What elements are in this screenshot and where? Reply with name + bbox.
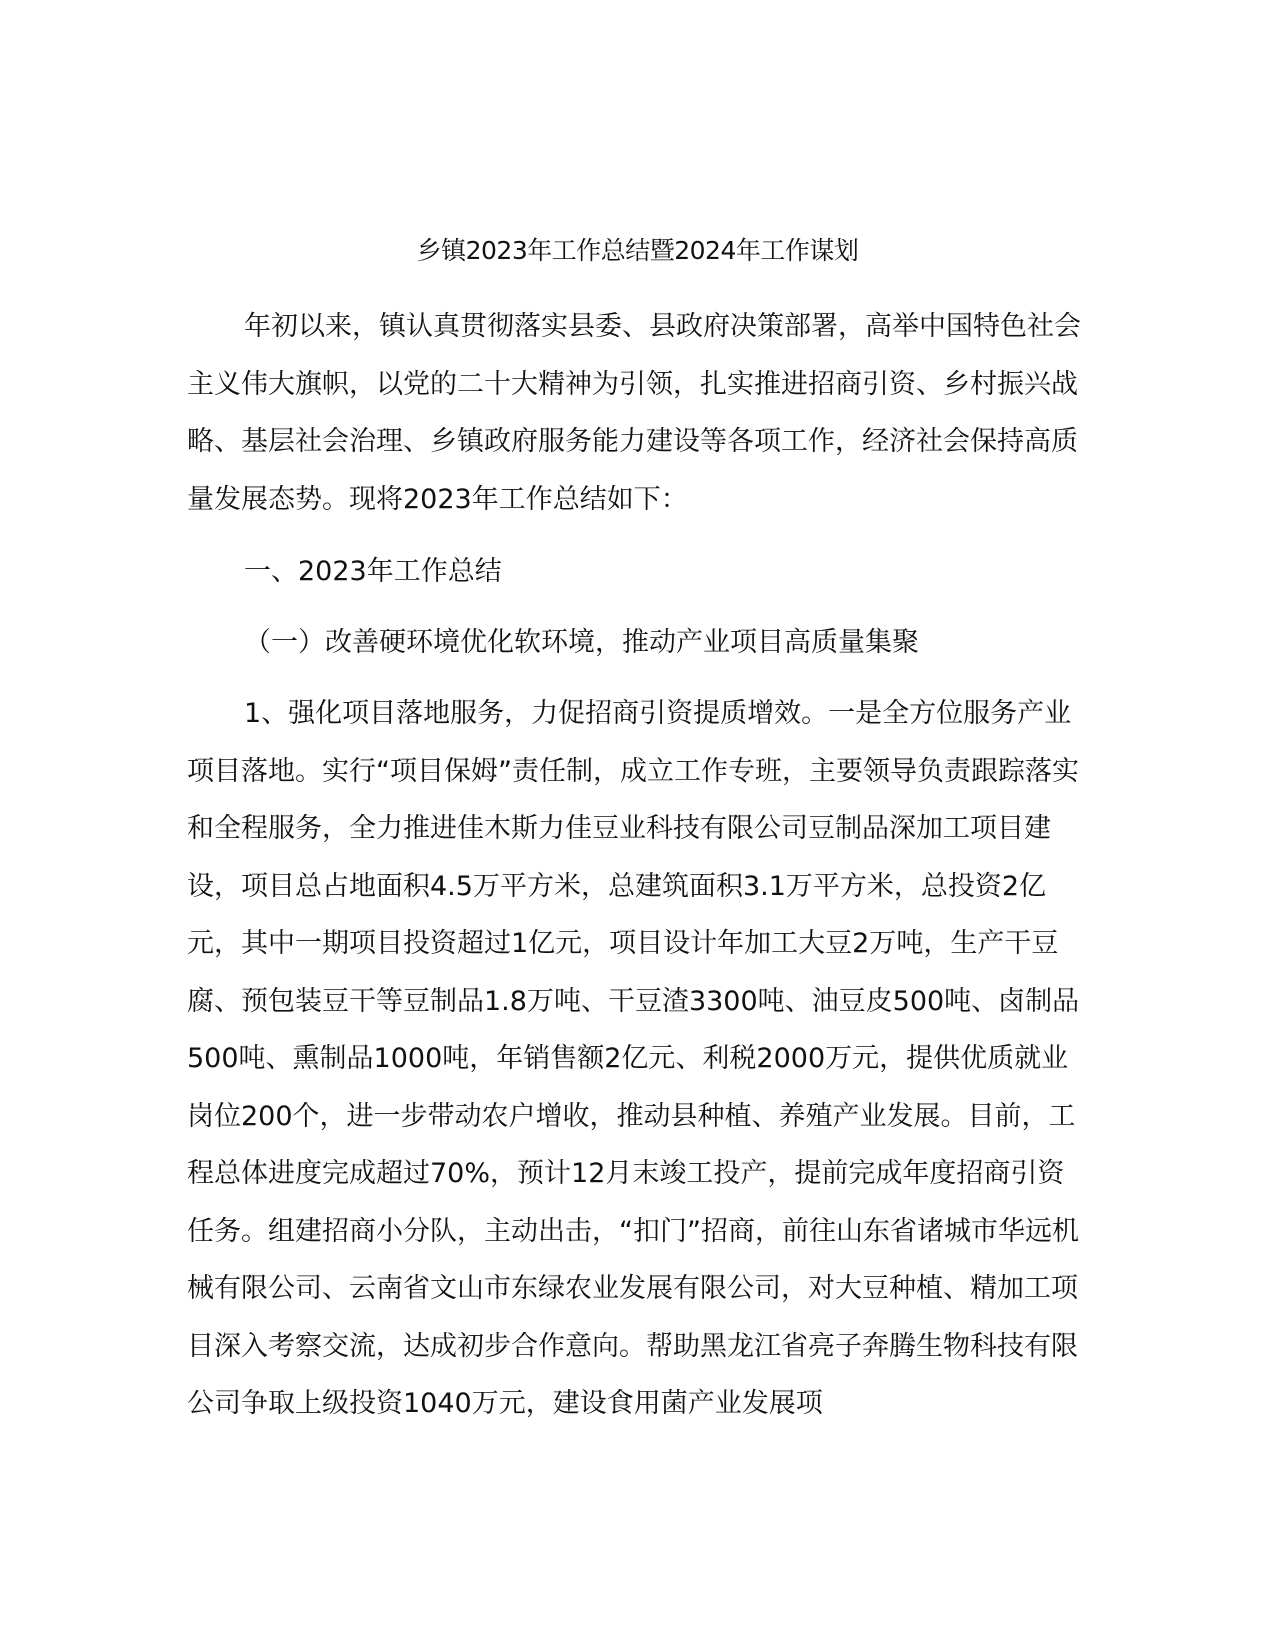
document-title: 乡镇2023年工作总结暨2024年工作谋划 xyxy=(416,236,859,265)
section-heading: 一、2023年工作总结 xyxy=(244,556,502,587)
intro-paragraph: 年初以来，镇认真贯彻落实县委、县政府决策部署，高举中国特色社会主义伟大旗帜，以党的二十大精神为引领，扎实推进招商引资、乡村振兴战略、基层社会治理、乡镇政府服务能力建设等各项工作，经济社会保持高质量发展态势。现将2023年工作总结如下： xyxy=(187,311,1081,515)
body-paragraph: 1、强化项目落地服务，力促招商引资提质增效。一是全方位服务产业项目落地。实行“项目保姆”责任制，成立工作专班，主要领导负责跟踪落实和全程服务，全力推进佳木斯力佳豆业科技有限公司豆制品深加工项目建设，项目总占地面积4.5万平方米，总建筑面积3.1万平方米，总投资2亿元，其中一期项目投资超过1亿元，项目设计年加工大豆2万吨，生产干豆腐、预包装豆干等豆制品1.8万吨、干豆渣3300吨、油豆皮500吨、卤制品500吨、熏制品1000吨，年销售额2亿元、利税2000万元，提供优质就业岗位200个，进一步带动农户增收，推动县种植、养殖产业发展。目前，工程总体进度完成超过70%，预计12月末竣工投产，提前完成年度招商引资任务。组建招商小分队，主动出击，“扣门”招商，前往山东省诸城市华远机械有限公司、云南省文山市东绿农业发展有限公司，对大豆种植、精加工项目深入考察交流，达成初步合作意向。帮助黑龙江省亮子奔腾生物科技有限公司争取上级投资1040万元，建设食用菌产业发展项 xyxy=(187,698,1080,1419)
subsection-heading: （一）改善硬环境优化软环境，推动产业项目高质量集聚 xyxy=(244,627,919,658)
